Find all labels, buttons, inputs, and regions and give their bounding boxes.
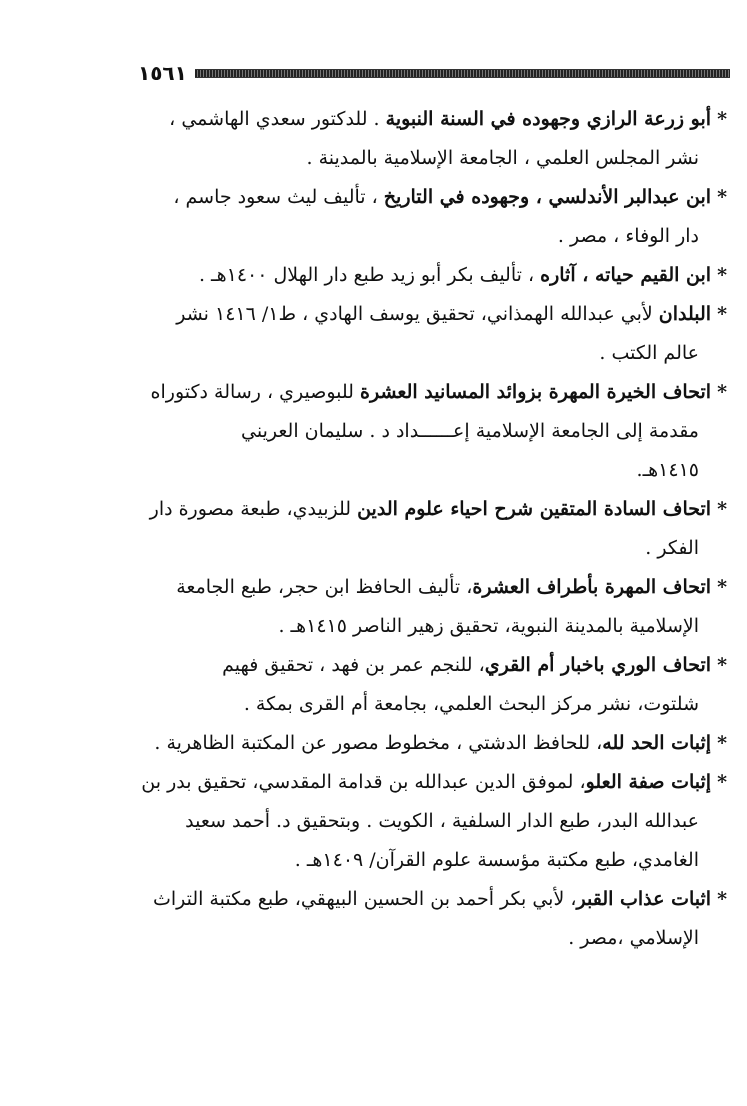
entry-line: الفكر . — [645, 537, 699, 559]
bibliography-entry — [127, 295, 727, 373]
entry-text: ، تأليف بكر أبو زيد طبع دار الهلال ١٤٠٠هـ . — [198, 264, 541, 286]
entry-text: لأبي عبدالله الهمذاني، تحقيق يوسف الهادي ، ط١/ ١٤١٦ نشر — [176, 303, 659, 325]
asterisk-marker: * — [717, 888, 727, 910]
entry-line: دار الوفاء ، مصر . — [557, 225, 699, 247]
entry-line — [127, 724, 727, 763]
bibliography-entry — [127, 568, 727, 646]
asterisk-marker: * — [717, 264, 727, 286]
bibliography-entry — [127, 880, 727, 958]
entry-line: الإسلامي ،مصر . — [568, 927, 699, 949]
bibliography-entry — [127, 763, 727, 880]
entry-title: أبو زرعة الرازي وجهوده في السنة النبوية — [385, 108, 712, 130]
entry-text: . للدكتور سعدي الهاشمي ، — [169, 108, 386, 130]
entry-title: اتحاف المهرة بأطراف العشرة — [472, 576, 712, 598]
bibliography-entry — [127, 490, 727, 568]
entry-title: ابن القيم حياته ، آثاره — [540, 264, 712, 286]
page-header — [138, 58, 730, 88]
asterisk-marker: * — [717, 771, 727, 793]
entry-line: ١٤١٥هـ. — [636, 459, 699, 481]
entry-line: نشر المجلس العلمي ، الجامعة الإسلامية بالمدينة . — [306, 147, 699, 169]
asterisk-marker: * — [717, 654, 727, 676]
entry-text: ، تأليف ليث سعود جاسم ، — [173, 186, 384, 208]
bibliography-list — [127, 100, 727, 958]
entry-line — [127, 880, 727, 919]
asterisk-marker: * — [717, 576, 727, 598]
entry-title: اتحاف الخيرة المهرة بزوائد المسانيد العشرة — [360, 381, 712, 403]
entry-line — [127, 763, 727, 802]
entry-line: الغامدي، طبع مكتبة مؤسسة علوم القرآن/ ١٤٠٩هـ . — [294, 849, 699, 871]
entry-line — [127, 646, 727, 685]
asterisk-marker: * — [717, 186, 727, 208]
entry-line — [127, 100, 727, 139]
entry-line — [127, 295, 727, 334]
entry-line: شلتوت، نشر مركز البحث العلمي، بجامعة أم القرى بمكة . — [243, 693, 699, 715]
page-number: ١٥٦١ — [138, 61, 187, 85]
entry-title: اتحاف السادة المتقين شرح احياء علوم الدين — [357, 498, 712, 520]
entry-line — [127, 178, 727, 217]
entry-text: ، للنجم عمر بن فهد ، تحقيق فهيم — [222, 654, 485, 676]
bibliography-entry — [127, 724, 727, 763]
header-rule — [195, 69, 730, 78]
entry-line — [127, 256, 727, 295]
entry-text: للزبيدي، طبعة مصورة دار — [149, 498, 358, 520]
asterisk-marker: * — [717, 732, 727, 754]
entry-title: إثبات صفة العلو — [585, 771, 712, 793]
entry-text: ، تأليف الحافظ ابن حجر، طبع الجامعة — [176, 576, 473, 598]
entry-line: عالم الكتب . — [599, 342, 699, 364]
entry-title: اتحاف الوري باخبار أم القري — [484, 654, 712, 676]
bibliography-entry — [127, 373, 727, 490]
entry-line — [127, 490, 727, 529]
entry-line: عبدالله البدر، طبع الدار السلفية ، الكويت . وبتحقيق د. أحمد سعيد — [185, 810, 699, 832]
bibliography-entry — [127, 100, 727, 178]
entry-line — [127, 373, 727, 412]
asterisk-marker: * — [717, 381, 727, 403]
bibliography-entry — [127, 178, 727, 256]
entry-title: إثبات الحد لله — [602, 732, 712, 754]
entry-text: للبوصيري ، رسالة دكتوراه — [150, 381, 361, 403]
bibliography-entry — [127, 646, 727, 724]
entry-title: ابن عبدالبر الأندلسي ، وجهوده في التاريخ — [383, 186, 712, 208]
asterisk-marker: * — [717, 108, 727, 130]
entry-line: الإسلامية بالمدينة النبوية، تحقيق زهير الناصر ١٤١٥هـ . — [278, 615, 699, 637]
entry-title: اثبات عذاب القبر — [576, 888, 712, 910]
entry-line — [127, 568, 727, 607]
asterisk-marker: * — [717, 498, 727, 520]
entry-text: ، لموفق الدين عبدالله بن قدامة المقدسي، تحقيق بدر بن — [141, 771, 586, 793]
entry-text: ، للحافظ الدشتي ، مخطوط مصور عن المكتبة الظاهرية . — [154, 732, 603, 754]
bibliography-entry — [127, 256, 727, 295]
entry-title: البلدان — [658, 303, 712, 325]
entry-text: ، لأبي بكر أحمد بن الحسين البيهقي، طبع مكتبة التراث — [152, 888, 577, 910]
entry-line: مقدمة إلى الجامعة الإسلامية إعــــــداد د . سليمان العريني — [241, 420, 699, 442]
asterisk-marker: * — [717, 303, 727, 325]
